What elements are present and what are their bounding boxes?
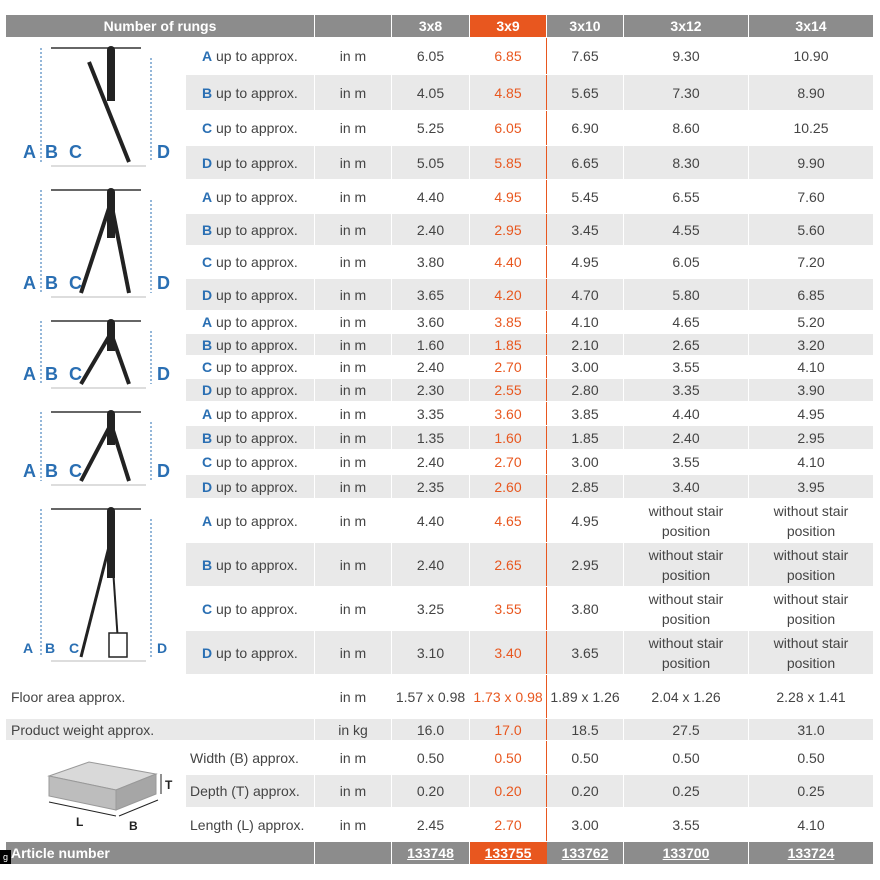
value-cell: 4.40	[470, 246, 547, 279]
value-cell: 4.10	[749, 808, 874, 842]
row-label	[186, 379, 315, 402]
dimension-letter: C	[202, 454, 213, 470]
value-cell: 3.35	[624, 379, 749, 402]
value-cell: 4.40	[392, 499, 470, 543]
unit-cell: in m	[315, 334, 392, 356]
value-cell: 5.60	[749, 214, 874, 246]
value-cell: 4.70	[547, 279, 624, 311]
value-cell: 1.60	[392, 334, 470, 356]
package-box-figure	[6, 741, 186, 842]
value-cell: 2.95	[547, 543, 624, 587]
table-row	[6, 402, 874, 426]
table-row	[6, 499, 874, 543]
ladder-figure	[6, 311, 186, 402]
header-unit-blank	[315, 15, 392, 38]
floor-area-row	[6, 675, 874, 719]
value-cell: 2.40	[392, 543, 470, 587]
dimension-label-text: up to approx.	[216, 512, 298, 529]
value-cell: 3.10	[392, 631, 470, 675]
dimension-label: Depth (T) approx.	[186, 775, 315, 808]
value-cell: 1.60	[470, 426, 547, 450]
value-cell: 2.60	[470, 475, 547, 499]
header-row	[6, 15, 874, 38]
unit-cell: in m	[315, 675, 392, 719]
value-cell: 6.55	[624, 180, 749, 214]
row-label	[186, 214, 315, 246]
dimension-letter: A	[202, 314, 213, 330]
value-cell: 10.90	[749, 38, 874, 75]
value-cell: 2.85	[547, 475, 624, 499]
dimension-letter: B	[202, 556, 213, 573]
value-cell: 4.10	[749, 356, 874, 379]
value-cell: 1.85	[547, 426, 624, 450]
dimension-label-text: up to approx.	[216, 454, 298, 470]
dimension-letter: B	[202, 429, 213, 446]
value-cell: 0.25	[624, 775, 749, 808]
value-cell: 3.55	[624, 808, 749, 842]
figure-letter-b: B	[44, 141, 58, 162]
value-cell: 3.00	[547, 808, 624, 842]
article-number-row	[6, 842, 874, 865]
dimension-label-text: up to approx.	[216, 286, 298, 303]
value-cell: 8.60	[624, 111, 749, 146]
article-number-link[interactable]: 133762	[561, 845, 609, 861]
dimension-letter: B	[202, 84, 213, 101]
ladder-figure	[6, 499, 186, 675]
article-number-cell	[392, 842, 470, 865]
figure-letter-c: C	[68, 460, 82, 481]
dimension-label-text: up to approx.	[216, 644, 298, 661]
dimension-label-text: up to approx.	[216, 359, 298, 375]
unit-cell: in m	[315, 543, 392, 587]
unit-cell: in m	[315, 587, 392, 631]
product-weight-row	[6, 719, 874, 741]
unit-cell: in m	[315, 475, 392, 499]
value-cell: 3.00	[547, 450, 624, 475]
value-cell: 5.05	[392, 146, 470, 180]
value-cell: 5.80	[624, 279, 749, 311]
row-label	[186, 402, 315, 426]
dimension-label-text: up to approx.	[216, 382, 298, 398]
value-cell: without stair position	[624, 543, 749, 587]
row-label	[186, 499, 315, 543]
value-cell: 2.65	[470, 543, 547, 587]
value-cell: 3.60	[392, 311, 470, 334]
value-cell: 3.65	[392, 279, 470, 311]
value-cell: 7.65	[547, 38, 624, 75]
figure-letter-b: B	[44, 639, 55, 656]
figure-letter-b: B	[44, 460, 58, 481]
value-cell: 9.90	[749, 146, 874, 180]
article-number-cell	[624, 842, 749, 865]
unit-cell: in m	[315, 246, 392, 279]
header-size-3x9: 3x9	[470, 15, 547, 38]
unit-cell: in m	[315, 379, 392, 402]
table-row	[6, 38, 874, 75]
box-letter-t: T	[164, 778, 172, 792]
value-cell: 4.40	[624, 402, 749, 426]
dimension-letter: B	[202, 221, 213, 238]
value-cell: 1.57 x 0.98	[392, 675, 470, 719]
article-number-cell	[547, 842, 624, 865]
dimension-label-text: up to approx.	[216, 188, 298, 205]
value-cell: 5.45	[547, 180, 624, 214]
dimension-letter: A	[202, 48, 213, 64]
dimension-letter: A	[202, 512, 213, 529]
row-label	[186, 146, 315, 180]
dimension-letter: D	[202, 478, 213, 495]
value-cell: 31.0	[749, 719, 874, 741]
table-row	[6, 311, 874, 334]
value-cell: 6.90	[547, 111, 624, 146]
figure-letter-a: A	[22, 460, 36, 481]
figure-letter-a: A	[22, 363, 36, 384]
unit-cell: in m	[315, 214, 392, 246]
value-cell: 4.85	[470, 75, 547, 111]
value-cell: 4.55	[624, 214, 749, 246]
value-cell: 5.20	[749, 311, 874, 334]
figure-letter-a: A	[22, 272, 36, 293]
value-cell: 5.25	[392, 111, 470, 146]
article-number-link[interactable]: 133700	[662, 845, 710, 861]
row-label	[186, 334, 315, 356]
value-cell: 9.30	[624, 38, 749, 75]
unit-cell: in m	[315, 146, 392, 180]
value-cell: 18.5	[547, 719, 624, 741]
dimension-label: Width (B) approx.	[186, 741, 315, 775]
header-size-3x8: 3x8	[392, 15, 470, 38]
value-cell: without stair position	[749, 631, 874, 675]
value-cell: 1.73 x 0.98	[470, 675, 547, 719]
value-cell: 5.65	[547, 75, 624, 111]
row-label	[186, 246, 315, 279]
dimension-letter: D	[202, 154, 213, 171]
value-cell: 0.20	[547, 775, 624, 808]
unit-cell: in m	[315, 426, 392, 450]
value-cell: 3.45	[547, 214, 624, 246]
dimension-letter: D	[202, 382, 213, 398]
value-cell: 0.20	[392, 775, 470, 808]
value-cell: 2.45	[392, 808, 470, 842]
figure-letter-c: C	[68, 141, 82, 162]
value-cell: 1.89 x 1.26	[547, 675, 624, 719]
value-cell: 3.20	[749, 334, 874, 356]
floor-area-label: Floor area approx.	[6, 675, 315, 719]
value-cell: 4.95	[749, 402, 874, 426]
value-cell: 0.50	[470, 741, 547, 775]
figure-letter-b: B	[44, 363, 58, 384]
value-cell: 3.80	[547, 587, 624, 631]
dimension-label-text: up to approx.	[216, 48, 298, 64]
package-dimension-row	[6, 741, 874, 775]
table-row	[6, 180, 874, 214]
unit-cell: in m	[315, 450, 392, 475]
row-label	[186, 356, 315, 379]
dimension-label: Length (L) approx.	[186, 808, 315, 842]
ladder-figure	[6, 38, 186, 180]
value-cell: 2.10	[547, 334, 624, 356]
dimension-letter: D	[202, 286, 213, 303]
value-cell: 3.40	[470, 631, 547, 675]
value-cell: 3.55	[624, 450, 749, 475]
value-cell: 6.85	[470, 38, 547, 75]
box-letter-l: L	[75, 815, 83, 829]
unit-cell: in m	[315, 111, 392, 146]
header-size-3x14: 3x14	[749, 15, 874, 38]
row-label	[186, 279, 315, 311]
dimension-label-text: up to approx.	[216, 254, 298, 270]
dimension-label-text: up to approx.	[216, 336, 298, 353]
header-size-3x10: 3x10	[547, 15, 624, 38]
value-cell: 1.35	[392, 426, 470, 450]
value-cell: 3.85	[470, 311, 547, 334]
value-cell: 0.50	[392, 741, 470, 775]
value-cell: 3.00	[547, 356, 624, 379]
unit-cell: in m	[315, 356, 392, 379]
header-title: Number of rungs	[6, 15, 315, 38]
figure-letter-d: D	[156, 363, 170, 384]
dimension-label-text: up to approx.	[216, 478, 298, 495]
dimension-letter: B	[202, 336, 213, 353]
dimension-letter: C	[202, 120, 213, 136]
header-size-3x12: 3x12	[624, 15, 749, 38]
value-cell: without stair position	[624, 499, 749, 543]
value-cell: 6.05	[470, 111, 547, 146]
ladder-figure	[6, 180, 186, 311]
dimension-letter: A	[202, 405, 213, 422]
row-label	[186, 38, 315, 75]
row-label	[186, 180, 315, 214]
product-weight-label: Product weight approx.	[6, 719, 315, 741]
value-cell: 3.40	[624, 475, 749, 499]
row-label	[186, 75, 315, 111]
value-cell: 0.25	[749, 775, 874, 808]
value-cell: 3.60	[470, 402, 547, 426]
article-number-cell	[749, 842, 874, 865]
unit-cell: in kg	[315, 719, 392, 741]
value-cell: 3.55	[624, 356, 749, 379]
value-cell: 2.04 x 1.26	[624, 675, 749, 719]
value-cell: 17.0	[470, 719, 547, 741]
value-cell: without stair position	[749, 499, 874, 543]
dimension-label-text: up to approx.	[216, 120, 298, 136]
unit-cell: in m	[315, 180, 392, 214]
dimension-label-text: up to approx.	[216, 221, 298, 238]
value-cell: 4.20	[470, 279, 547, 311]
unit-cell: in m	[315, 631, 392, 675]
value-cell: without stair position	[749, 543, 874, 587]
value-cell: without stair position	[624, 587, 749, 631]
row-label	[186, 311, 315, 334]
value-cell: 7.20	[749, 246, 874, 279]
value-cell: 7.30	[624, 75, 749, 111]
value-cell: 2.65	[624, 334, 749, 356]
value-cell: 4.10	[547, 311, 624, 334]
value-cell: 4.65	[624, 311, 749, 334]
unit-cell: in m	[315, 311, 392, 334]
unit-cell: in m	[315, 279, 392, 311]
box-letter-b: B	[128, 819, 138, 833]
value-cell: 3.65	[547, 631, 624, 675]
value-cell: 6.05	[624, 246, 749, 279]
value-cell: 4.95	[547, 246, 624, 279]
unit-cell: in m	[315, 402, 392, 426]
value-cell: 2.70	[470, 450, 547, 475]
value-cell: 2.70	[470, 356, 547, 379]
value-cell: 3.35	[392, 402, 470, 426]
value-cell: 2.70	[470, 808, 547, 842]
dimension-label-text: up to approx.	[216, 429, 298, 446]
value-cell: 6.85	[749, 279, 874, 311]
dimension-letter: C	[202, 359, 213, 375]
figure-letter-d: D	[156, 460, 170, 481]
unit-cell-blank	[315, 842, 392, 865]
value-cell: 2.80	[547, 379, 624, 402]
value-cell: 6.05	[392, 38, 470, 75]
value-cell: 2.95	[470, 214, 547, 246]
value-cell: 2.30	[392, 379, 470, 402]
value-cell: 1.85	[470, 334, 547, 356]
row-label	[186, 450, 315, 475]
dimension-letter: D	[202, 644, 213, 661]
ladder-figure	[6, 402, 186, 499]
value-cell: 3.25	[392, 587, 470, 631]
figure-letter-d: D	[156, 141, 170, 162]
unit-cell: in m	[315, 741, 392, 775]
row-label	[186, 475, 315, 499]
value-cell: 0.20	[470, 775, 547, 808]
dimension-letter: C	[202, 600, 213, 617]
dimension-letter: C	[202, 254, 213, 270]
article-number-label: Article number	[6, 842, 315, 865]
dimension-label-text: up to approx.	[216, 556, 298, 573]
dimension-label-text: up to approx.	[216, 154, 298, 171]
dimension-letter: A	[202, 188, 213, 205]
figure-letter-c: C	[68, 639, 79, 656]
article-number-cell	[470, 842, 547, 865]
dimension-label-text: up to approx.	[216, 314, 298, 330]
value-cell: without stair position	[624, 631, 749, 675]
value-cell: 7.60	[749, 180, 874, 214]
value-cell: 8.90	[749, 75, 874, 111]
row-label	[186, 426, 315, 450]
row-label	[186, 543, 315, 587]
value-cell: 2.28 x 1.41	[749, 675, 874, 719]
value-cell: 4.40	[392, 180, 470, 214]
value-cell: 2.95	[749, 426, 874, 450]
value-cell: 4.65	[470, 499, 547, 543]
value-cell: 3.90	[749, 379, 874, 402]
unit-cell: in m	[315, 499, 392, 543]
dimension-label-text: up to approx.	[216, 600, 298, 617]
dimension-label-text: up to approx.	[216, 405, 298, 422]
value-cell: 2.40	[392, 356, 470, 379]
unit-cell: in m	[315, 808, 392, 842]
corner-badge: g	[0, 850, 11, 864]
value-cell: 4.95	[470, 180, 547, 214]
value-cell: 2.35	[392, 475, 470, 499]
article-number-link[interactable]: 133755	[484, 845, 532, 861]
figure-letter-d: D	[156, 639, 167, 656]
unit-cell: in m	[315, 38, 392, 75]
value-cell: 5.85	[470, 146, 547, 180]
ladder-spec-table	[5, 14, 874, 865]
value-cell: 3.55	[470, 587, 547, 631]
article-number-link[interactable]: 133724	[787, 845, 835, 861]
row-label	[186, 631, 315, 675]
figure-letter-c: C	[68, 363, 82, 384]
value-cell: 4.05	[392, 75, 470, 111]
value-cell: without stair position	[749, 587, 874, 631]
row-label	[186, 111, 315, 146]
article-number-link[interactable]: 133748	[407, 845, 454, 861]
value-cell: 27.5	[624, 719, 749, 741]
value-cell: 10.25	[749, 111, 874, 146]
value-cell: 0.50	[624, 741, 749, 775]
unit-cell: in m	[315, 775, 392, 808]
value-cell: 8.30	[624, 146, 749, 180]
value-cell: 4.95	[547, 499, 624, 543]
value-cell: 3.95	[749, 475, 874, 499]
value-cell: 16.0	[392, 719, 470, 741]
row-label	[186, 587, 315, 631]
value-cell: 3.80	[392, 246, 470, 279]
figure-letter-d: D	[156, 272, 170, 293]
value-cell: 2.40	[392, 214, 470, 246]
value-cell: 0.50	[547, 741, 624, 775]
value-cell: 0.50	[749, 741, 874, 775]
value-cell: 2.40	[392, 450, 470, 475]
value-cell: 6.65	[547, 146, 624, 180]
value-cell: 2.40	[624, 426, 749, 450]
value-cell: 2.55	[470, 379, 547, 402]
value-cell: 3.85	[547, 402, 624, 426]
dimension-label-text: up to approx.	[216, 84, 298, 101]
unit-cell: in m	[315, 75, 392, 111]
figure-letter-b: B	[44, 272, 58, 293]
value-cell: 4.10	[749, 450, 874, 475]
figure-letter-a: A	[22, 141, 36, 162]
figure-letter-a: A	[22, 639, 33, 656]
figure-letter-c: C	[68, 272, 82, 293]
